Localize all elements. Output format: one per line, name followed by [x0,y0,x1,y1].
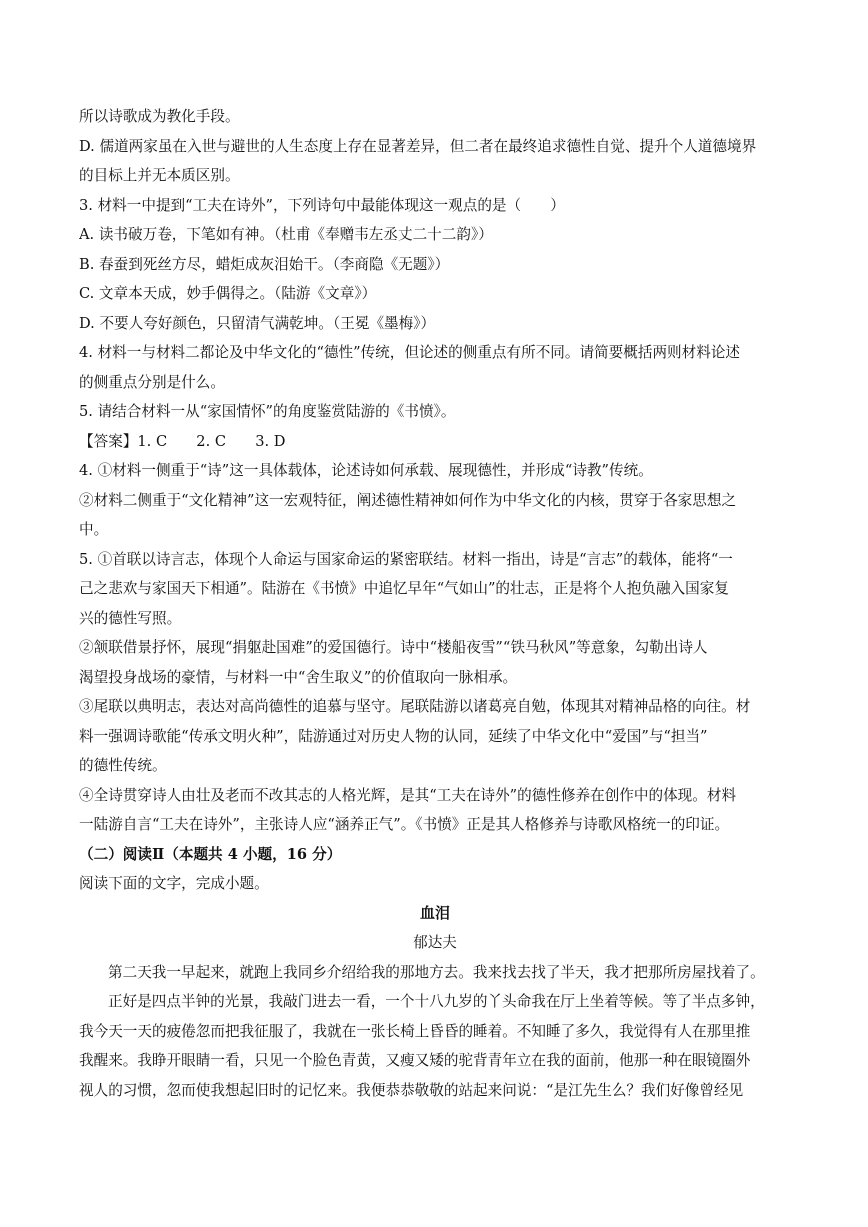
passage-author: 郁达夫 [413,934,457,951]
option-d-line: D. 儒道两家虽在入世与避世的人生态度上存在显著差异，但二者在最终追求德性自觉、提升个人道德境界 [79,137,757,155]
answer-5-point-1: 5. ①首联以诗言志，体现个人命运与国家命运的紧密联结。材料一指出，诗是“言志”的载体，能将“一 [79,550,733,568]
text-line: 一陆游自言“工夫在诗外”，主张诗人应“涵养正气”。《书愤》正是其人格修养与诗歌风格统一的印证。 [79,816,730,833]
text-line: 所以诗歌成为教化手段。 [79,108,240,125]
passage-paragraph: 正好是四点半钟的光景，我敲门进去一看，一个十八九岁的丫头命我在厅上坐着等候。等了半点多钟， [108,993,765,1010]
option-c: C. 文章本天成，妙手偶得之。（陆游《文章》） [79,285,377,302]
option-a: A. 读书破万卷，下笔如有神。（杜甫《奉赠韦左丞丈二十二韵》） [79,226,493,243]
question-4: 4. 材料一与材料二都论及中华文化的“德性”传统，但论述的侧重点有所不同。请简要概括两则材料论述 [79,344,741,361]
instruction-line: 阅读下面的文字，完成小题。 [79,875,269,892]
question-5: 5. 请结合材料一从“家国情怀”的角度鉴赏陆游的《书愤》。 [79,403,456,420]
passage-line: 视人的习惯，忽而使我想起旧时的记忆来。我便恭恭敬敬的站起来问说：“是江先生么？我们好像曾经见 [79,1081,744,1099]
text-line: 渴望投身战场的豪情，与材料一中“舍生取义”的价值取向一脉相承。 [79,668,518,686]
text-line: 料一强调诗歌能“传承文明火种”，陆游通过对历史人物的认同，延续了中华文化中“爱国”与“担当” [79,727,708,745]
passage-paragraph: 第二天我一早起来，就跑上我同乡介绍给我的那地方去。我来找去找了半天，我才把那所房屋找着了。 [108,963,765,981]
answer-4-point-2: ②材料二侧重于“文化精神”这一宏观特征，阐述德性精神如何作为中华文化的内核，贯穿于各家思想之 [79,491,737,509]
document-body [79,102,791,1105]
text-line: 兴的德性写照。 [79,609,182,627]
passage-title: 血泪 [419,903,450,922]
answer-4-point-1: 4. ①材料一侧重于“诗”这一具体载体，论述诗如何承载、展现德性，并形成“诗教”传统。 [79,462,653,479]
question-3: 3. 材料一中提到“工夫在诗外”，下列诗句中最能体现这一观点的是（ ） [79,196,565,214]
option-b: B. 春蚕到死丝方尽，蜡炬成灰泪始干。（李商隐《无题》） [79,255,450,273]
answer-line: 【答案】1. C 2. C 3. D [79,432,286,450]
answer-5-point-4: ④全诗贯穿诗人由壮及老而不改其志的人格光辉，是其“工夫在诗外”的德性修养在创作中的体现。材料 [79,786,737,804]
section-heading: （二）阅读Ⅱ（本题共 4 小题，16 分） [79,845,342,863]
answer-5-point-2: ②颔联借景抒怀，展现“捐躯赴国难”的爱国德行。诗中“楼船夜雪”“铁马秋风”等意象，勾勒出诗人 [79,639,708,656]
text-line: 的侧重点分别是什么。 [79,373,225,391]
passage-line: 我今天一天的疲倦忽而把我征服了，我就在一张长椅上昏昏的睡着。不知睡了多久，我觉得有人在那里推 [79,1022,751,1040]
text-line: 的德性传统。 [79,757,167,774]
answer-5-point-3: ③尾联以典明志，表达对高尚德性的追慕与坚守。尾联陆游以诸葛亮自勉，体现其对精神品格的向往。材 [79,698,751,715]
passage-line: 我醒来。我睁开眼睛一看，只见一个脸色青黄，又瘦又矮的驼背青年立在我的面前，他那一种在眼镜圈外 [79,1052,751,1069]
text-line: 中。 [79,521,109,538]
option-d: D. 不要人夸好颜色，只留清气满乾坤。（王冕《墨梅》） [79,314,436,332]
text-line: 的目标上并无本质区别。 [79,167,240,184]
text-line: 己之悲欢与家国天下相通”。陆游在《书愤》中追忆早年“气如山”的壮志，正是将个人抱负融入国家复 [79,580,729,597]
